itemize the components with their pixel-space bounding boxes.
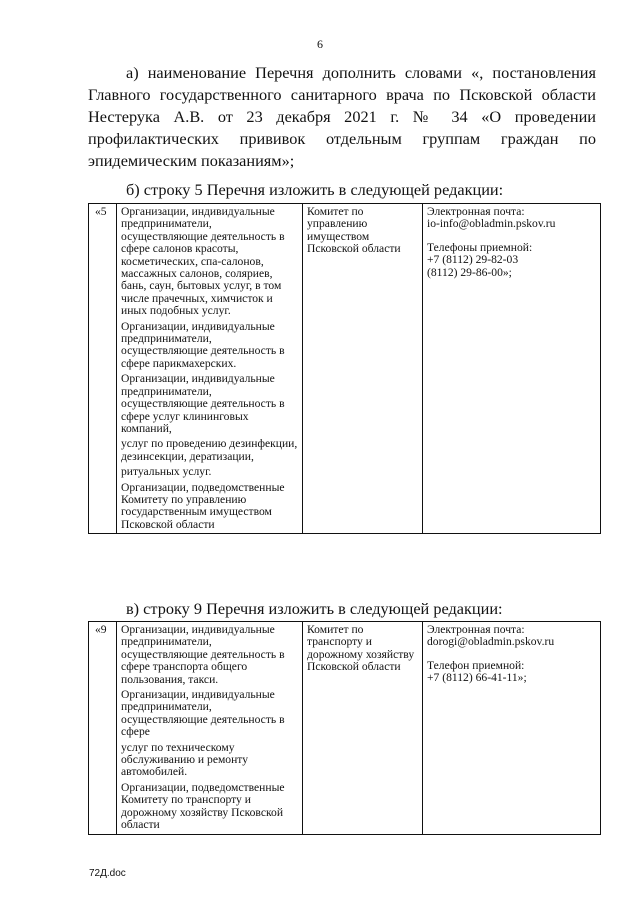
org-paragraph: услуг по техническому обслуживанию и ремонту автомобилей. (121, 740, 249, 779)
org-paragraph: ритуальных услуг. (121, 465, 212, 479)
org-paragraph: услуг по проведению дезинфекции, дезинсекции, дератизации, (121, 437, 298, 463)
organizations-cell (117, 622, 303, 835)
org-paragraph: Организации, подведомственные Комитету по транспорту и дорожному хозяйству Псковской области (121, 780, 285, 832)
email-label: Электронная почта: (427, 205, 525, 218)
org-paragraph: Организации, индивидуальные предприниматели, осуществляющие деятельность в сфере парикмахерских. (121, 319, 285, 370)
org-paragraph: Организации, индивидуальные предприниматели, осуществляющие деятельность в сфере транспорта общего пользования, такси. (121, 623, 285, 686)
file-name-footer: 72Д.doc (89, 868, 126, 879)
phone-number: +7 (8112) 29-82-03 (427, 253, 519, 267)
org-paragraph: Организации, подведомственные Комитету по управлению государственным имуществом Псковской области (121, 480, 285, 531)
row-number: «9 (89, 622, 117, 835)
org-paragraph: Организации, индивидуальные предприниматели, осуществляющие деятельность в сфере (121, 688, 285, 739)
contacts-cell (423, 622, 601, 835)
phone-label: Телефон приемной: (427, 658, 525, 672)
org-paragraph: Организации, индивидуальные предприниматели, осуществляющие деятельность в сфере салонов красоты, косметических, спа-салонов, массажных салонов, соляриев, бань, саун, бытовых услуг, в том числе прачечных, химчисток и иных подобных услуг. (121, 205, 285, 318)
phone-label: Телефоны приемной: (427, 240, 533, 254)
row-5-table (88, 203, 601, 534)
row-number: «5 (89, 204, 117, 534)
page-number: 6 (317, 37, 323, 51)
phone-number: (8112) 29-86-00»; (427, 265, 512, 279)
authority-cell: Комитет по транспорту и дорожному хозяйству Псковской области (303, 622, 423, 835)
heading-v: в) строку 9 Перечня изложить в следующей редакции: (126, 599, 503, 618)
organizations-cell (117, 204, 303, 534)
contacts-cell (423, 204, 601, 534)
heading-b: б) строку 5 Перечня изложить в следующей редакции: (126, 180, 504, 199)
table-row (89, 622, 601, 835)
authority-cell: Комитет по управлению имуществом Псковской области (303, 204, 423, 534)
paragraph-a: а) наименование Перечня дополнить словами «, постановления Главного государственного санитарного врача по Псковской области Нестерука А.В. от 23 декабря 2021 г. № 34 «О проведении профилактических прививок отдельным группам граждан по эпидемическим показаниям»; (88, 63, 596, 170)
table-row (89, 204, 601, 534)
row-9-table (88, 621, 601, 835)
email-label: Электронная почта: (427, 623, 525, 636)
email-address: dorogi@obladmin.pskov.ru (427, 635, 555, 649)
email-address: io-info@obladmin.pskov.ru (427, 217, 556, 231)
phone-number: +7 (8112) 66-41-11»; (427, 671, 527, 685)
org-paragraph: Организации, индивидуальные предприниматели, осуществляющие деятельность в сфере услуг клининговых компаний, (121, 372, 285, 435)
